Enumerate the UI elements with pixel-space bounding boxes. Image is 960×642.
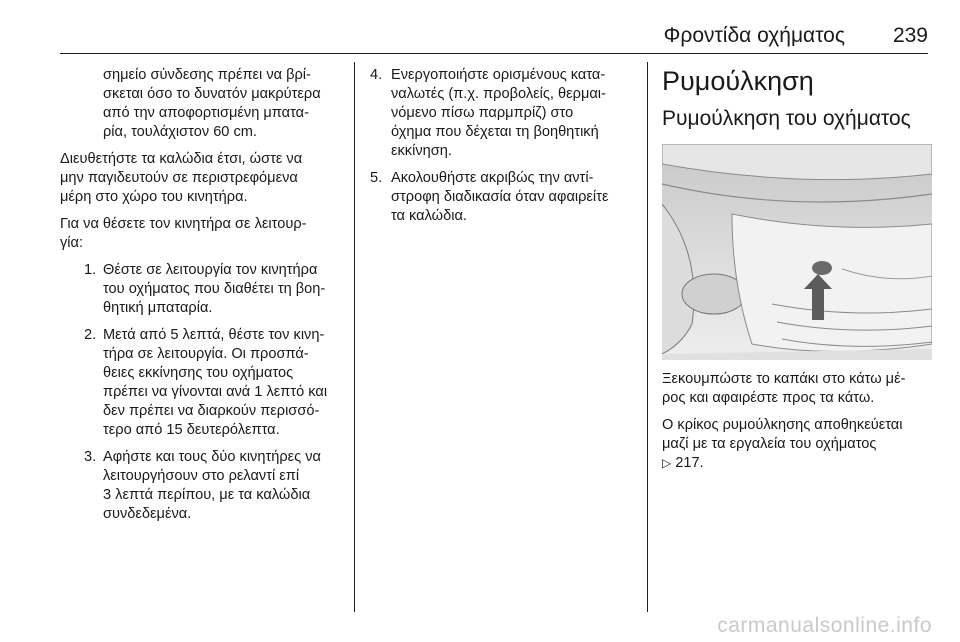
page-header (0, 20, 960, 60)
paragraph-cables: Διευθετήστε τα καλώδια έτσι, ώστε να μην παγιδευτούν σε περιστρεφόμενα μέρη στο χώρο του κινητήρα. (60, 151, 303, 205)
page-number: 239 (892, 24, 928, 47)
subsection-heading: Ρυμούλκηση του οχήματος (662, 107, 911, 130)
list-item: 5. Ακολουθήστε ακριβώς την αντί- στροφη διαδικασία όταν αφαιρείτε τα καλώδια. (370, 170, 609, 224)
column-3 (662, 66, 932, 481)
page-reference-link[interactable]: 217. (675, 455, 704, 471)
list-item: 1. Θέστε σε λειτουργία τον κινητήρα του οχήματος που διαθέτει τη βοη- θητική μπαταρία. (84, 262, 326, 316)
cover-cap-shape (812, 261, 832, 275)
header-divider (60, 53, 928, 54)
column-divider-1 (354, 62, 355, 612)
towing-eye-cover-illustration (662, 144, 932, 360)
list-item: 3. Αφήστε και τους δύο κινητήρες να λειτουργήσουν στο ρελαντί επί 3 λεπτά περίπου, με τα καλώδια συνδεδεμένα. (84, 449, 321, 522)
column-2 (368, 66, 640, 234)
watermark: carmanualsonline.info (717, 614, 932, 637)
section-title: Φροντίδα οχήματος (663, 24, 845, 47)
section-heading: Ρυμούλκηση (662, 66, 814, 96)
paragraph-towing-eye: Ο κρίκος ρυμούλκησης αποθηκεύεται μαζί με τα εργαλεία του οχήματος ▷ 217. (662, 417, 903, 471)
paragraph-remove-cover: Ξεκουμπώστε το καπάκι στο κάτω μέ- ρος και αφαιρέστε προς τα κάτω. (662, 371, 906, 406)
arrow-right-icon: ▷ (662, 456, 672, 470)
list-item: 4. Ενεργοποιήστε ορισμένους κατα- ναλωτές (π.χ. προβολείς, θερμαι- νόμενο πίσω παρμπρίζ) στο όχημα που δέχεται τη βοηθητική εκκίνηση. (370, 67, 606, 159)
column-1 (60, 66, 346, 532)
paragraph-start-engine: Για να θέσετε τον κινητήρα σε λειτουρ- γία: (60, 216, 307, 251)
column-divider-2 (647, 62, 648, 612)
continued-paragraph: σημείο σύνδεσης πρέπει να βρί- σκεται όσο το δυνατόν μακρύτερα από την αποφορτισμένη μπατα- ρία, τουλάχιστον 60 cm. (103, 67, 321, 140)
list-item: 2. Μετά από 5 λεπτά, θέστε τον κινη- τήρα σε λειτουργία. Οι προσπά- θειες εκκίνησης του οχήματος πρέπει να γίνονται ανά 1 λεπτό και δεν πρέπει να διαρκούν περισσό- τερο από 15 δευτερόλεπτα. (84, 327, 328, 438)
